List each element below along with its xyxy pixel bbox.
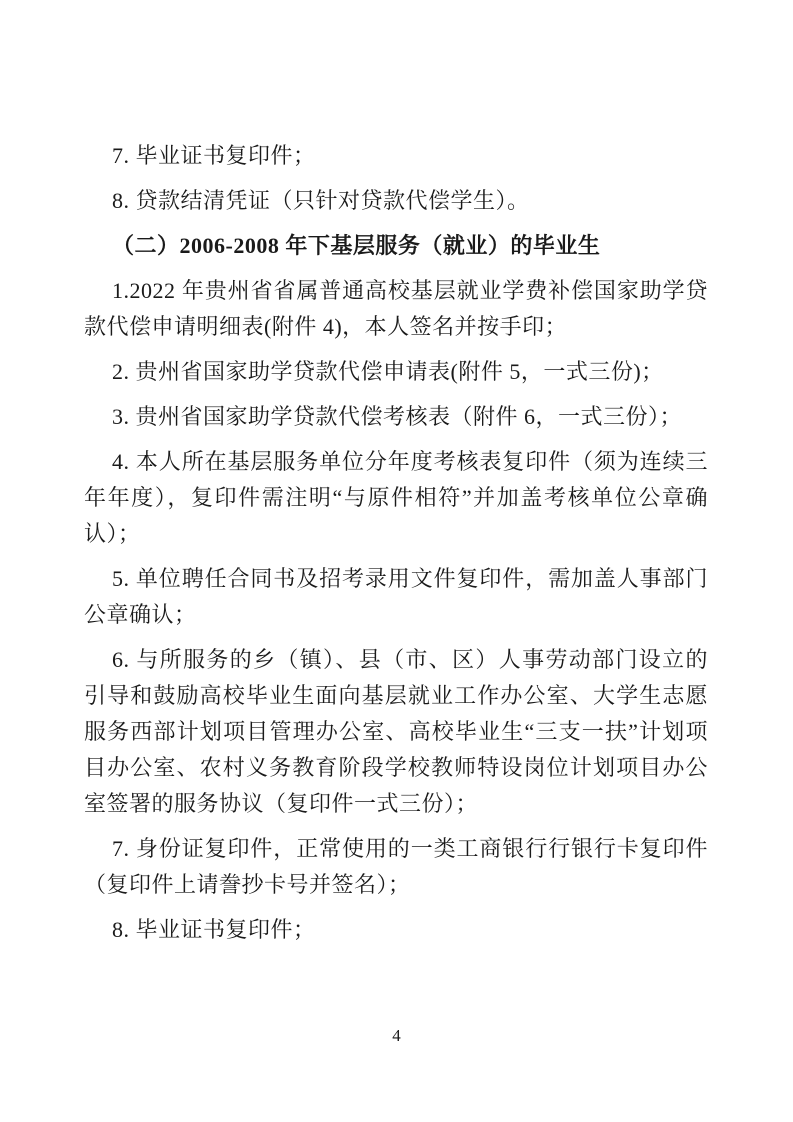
section-2-item-2: 2. 贵州省国家助学贷款代偿申请表(附件 5，一式三份)； <box>112 359 664 384</box>
section-2-item-6: 6. 与所服务的乡（镇）、县（市、区）人事劳动部门设立的引导和鼓励高校毕业生面向基层就业工作办公室、大学生志愿服务西部计划项目管理办公室、高校毕业生“三支一扶”计划项目办公室、农村义务教育阶段学校教师特设岗位计划项目办公室签署的服务协议（复印件一式三份）； <box>84 647 708 816</box>
section-2-item-1: 1.2022 年贵州省省属普通高校基层就业学费补偿国家助学贷款代偿申请明细表(附件 4)，本人签名并按手印； <box>84 278 708 339</box>
document-body <box>84 138 708 957</box>
section-2-item-8: 8. 毕业证书复印件； <box>112 917 316 942</box>
page-number: 4 <box>392 1026 401 1045</box>
prev-section-item-8: 8. 贷款结清凭证（只针对贷款代偿学生）。 <box>112 188 530 213</box>
section-2-item-4: 4. 本人所在基层服务单位分年度考核表复印件（须为连续三年年度），复印件需注明“与原件相符”并加盖考核单位公章确认）； <box>84 449 708 546</box>
section-2-item-3: 3. 贵州省国家助学贷款代偿考核表（附件 6，一式三份）； <box>112 404 683 429</box>
prev-section-item-7: 7. 毕业证书复印件； <box>112 143 316 168</box>
section-2-item-7: 7. 身份证复印件，正常使用的一类工商银行行银行卡复印件（复印件上请誊抄卡号并签名）； <box>84 836 708 897</box>
section-2-heading: （二）2006-2008 年下基层服务（就业）的毕业生 <box>112 233 601 258</box>
section-2-item-5: 5. 单位聘任合同书及招考录用文件复印件，需加盖人事部门公章确认； <box>84 566 708 627</box>
